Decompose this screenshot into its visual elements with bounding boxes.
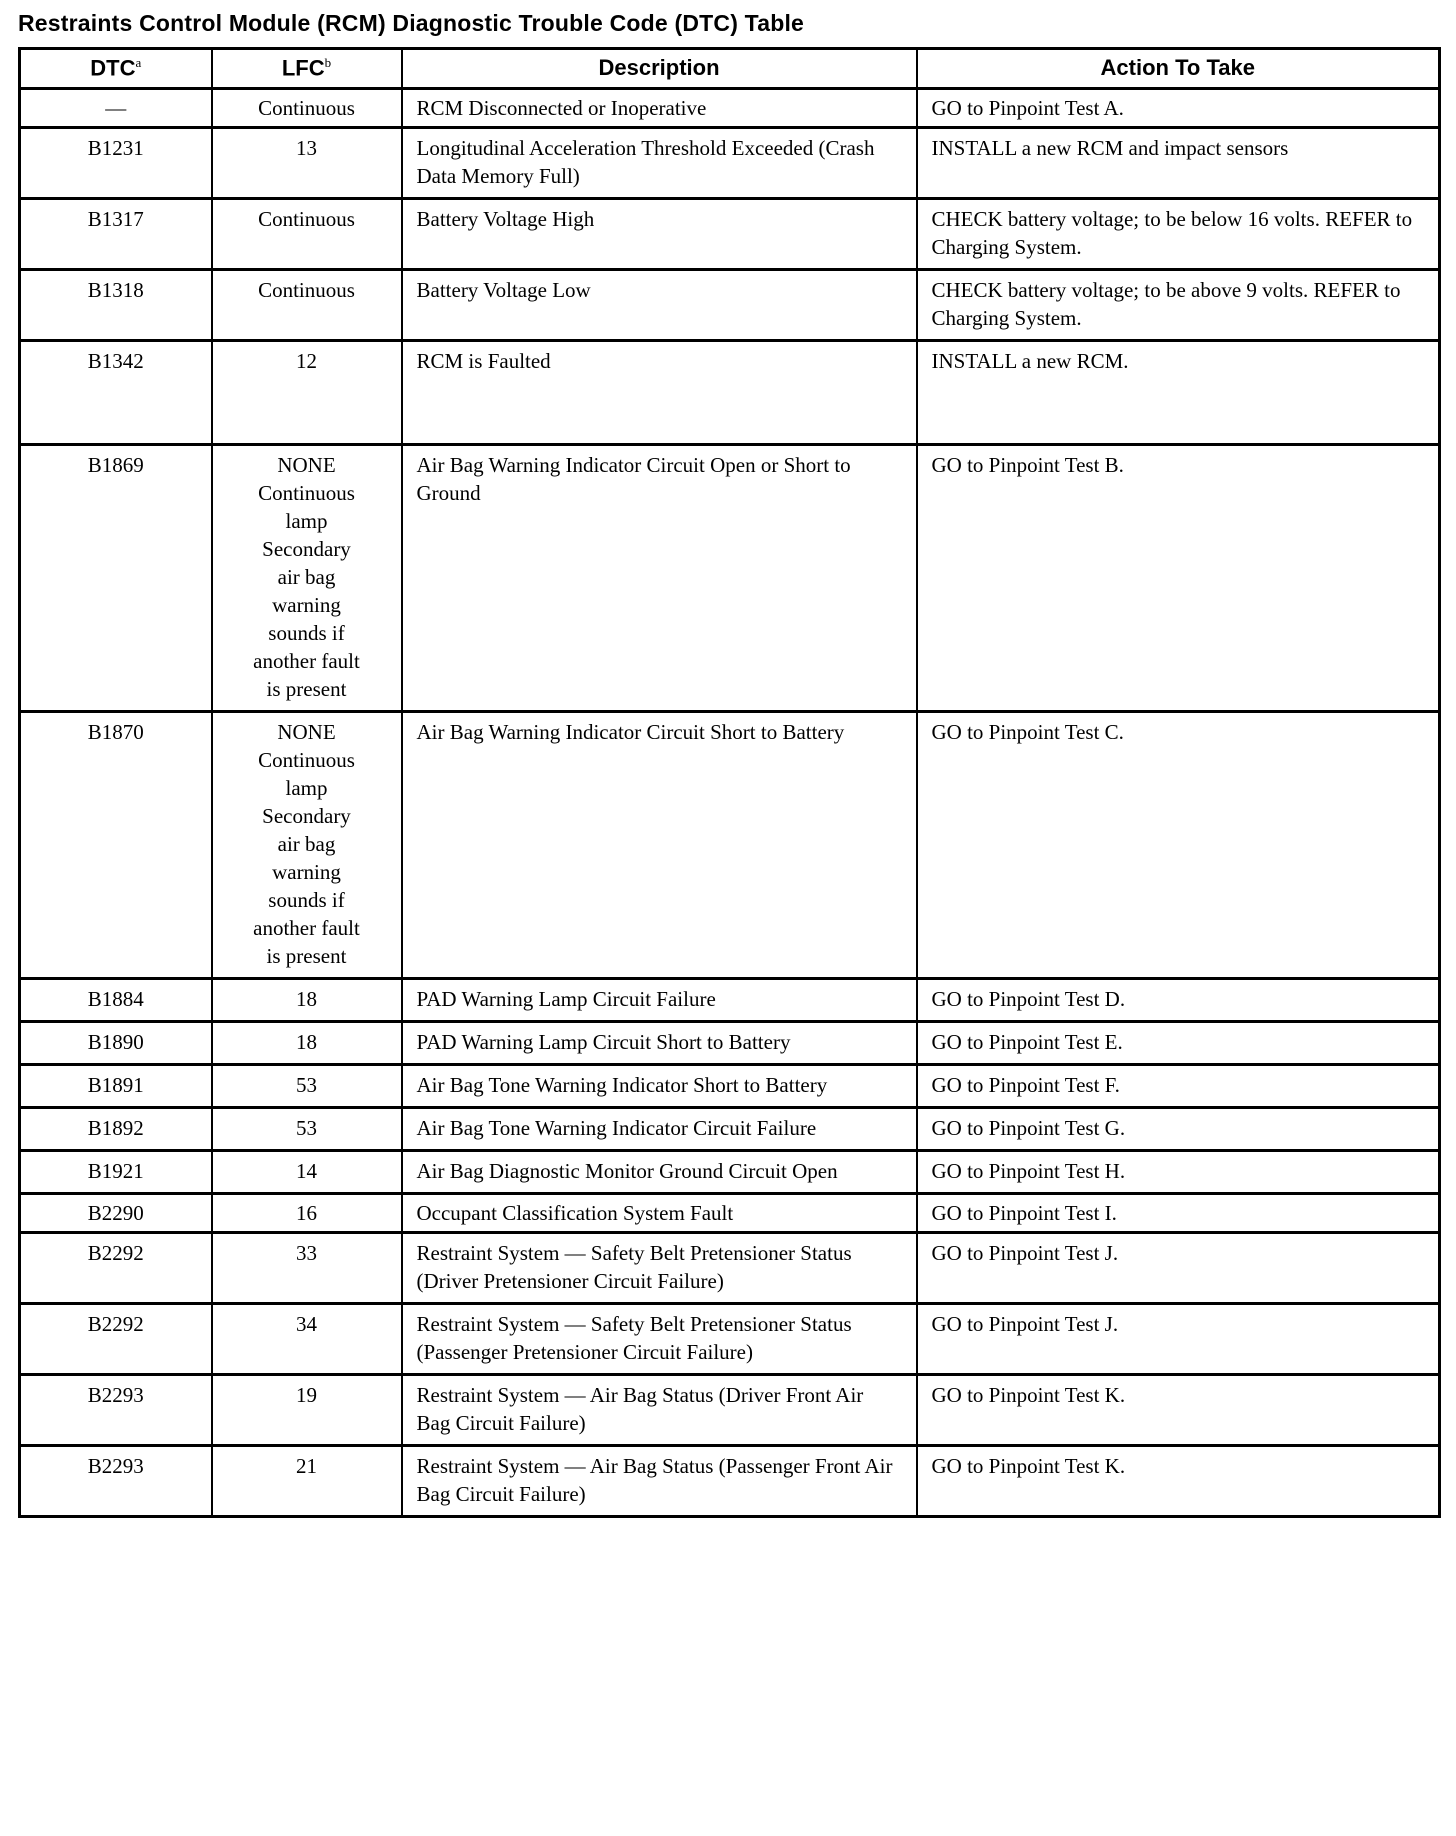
cell-lfc: NONE Continuous lamp Secondary air bag warning sounds if another fault is present xyxy=(212,712,402,979)
cell-action: CHECK battery voltage; to be below 16 volts. REFER to Charging System. xyxy=(917,199,1440,270)
cell-lfc: Continuous xyxy=(212,199,402,270)
cell-description: RCM Disconnected or Inoperative xyxy=(402,89,917,128)
cell-action: GO to Pinpoint Test I. xyxy=(917,1194,1440,1233)
cell-dtc: B1231 xyxy=(20,128,212,199)
cell-description: RCM is Faulted xyxy=(402,341,917,445)
cell-description: Battery Voltage High xyxy=(402,199,917,270)
cell-action: GO to Pinpoint Test J. xyxy=(917,1304,1440,1375)
table-row xyxy=(20,89,1440,128)
cell-lfc: 14 xyxy=(212,1151,402,1194)
cell-dtc: B1318 xyxy=(20,270,212,341)
cell-lfc: 13 xyxy=(212,128,402,199)
table-row xyxy=(20,270,1440,341)
table-row xyxy=(20,1446,1440,1517)
table-row xyxy=(20,1108,1440,1151)
cell-action: GO to Pinpoint Test F. xyxy=(917,1065,1440,1108)
cell-description: Occupant Classification System Fault xyxy=(402,1194,917,1233)
cell-action: GO to Pinpoint Test K. xyxy=(917,1446,1440,1517)
table-row xyxy=(20,1065,1440,1108)
cell-action: CHECK battery voltage; to be above 9 volts. REFER to Charging System. xyxy=(917,270,1440,341)
cell-lfc: 21 xyxy=(212,1446,402,1517)
cell-action: GO to Pinpoint Test B. xyxy=(917,445,1440,712)
cell-lfc: 16 xyxy=(212,1194,402,1233)
table-row xyxy=(20,1233,1440,1304)
cell-dtc: B1317 xyxy=(20,199,212,270)
column-header-dtc-label: DTC xyxy=(90,55,136,81)
cell-lfc: 53 xyxy=(212,1108,402,1151)
cell-description: Restraint System — Air Bag Status (Driver Front Air Bag Circuit Failure) xyxy=(402,1375,917,1446)
cell-action: GO to Pinpoint Test C. xyxy=(917,712,1440,979)
cell-dtc: B1342 xyxy=(20,341,212,445)
cell-lfc: 19 xyxy=(212,1375,402,1446)
cell-description: Restraint System — Safety Belt Pretensioner Status (Passenger Pretensioner Circuit Failure) xyxy=(402,1304,917,1375)
cell-lfc: 33 xyxy=(212,1233,402,1304)
cell-description: Air Bag Tone Warning Indicator Circuit Failure xyxy=(402,1108,917,1151)
cell-action: GO to Pinpoint Test G. xyxy=(917,1108,1440,1151)
table-row xyxy=(20,445,1440,712)
table-row xyxy=(20,1304,1440,1375)
cell-dtc: B2290 xyxy=(20,1194,212,1233)
column-header-lfc xyxy=(212,49,402,89)
cell-action: GO to Pinpoint Test K. xyxy=(917,1375,1440,1446)
cell-action: INSTALL a new RCM and impact sensors xyxy=(917,128,1440,199)
cell-dtc: B1890 xyxy=(20,1022,212,1065)
cell-dtc: B2293 xyxy=(20,1446,212,1517)
cell-action: GO to Pinpoint Test A. xyxy=(917,89,1440,128)
table-row xyxy=(20,199,1440,270)
cell-description: Air Bag Warning Indicator Circuit Short to Battery xyxy=(402,712,917,979)
cell-lfc: 53 xyxy=(212,1065,402,1108)
cell-dtc: B1884 xyxy=(20,979,212,1022)
cell-dtc: B1892 xyxy=(20,1108,212,1151)
column-header-lfc-footnote: b xyxy=(324,55,332,70)
column-header-dtc-footnote: a xyxy=(135,55,142,70)
table-row xyxy=(20,712,1440,979)
table-row xyxy=(20,128,1440,199)
table-row xyxy=(20,979,1440,1022)
table-row xyxy=(20,1375,1440,1446)
column-header-description-label: Description xyxy=(598,55,720,80)
table-row xyxy=(20,341,1440,445)
table-header-row xyxy=(20,49,1440,89)
cell-action: GO to Pinpoint Test H. xyxy=(917,1151,1440,1194)
cell-dtc: B1921 xyxy=(20,1151,212,1194)
cell-description: Air Bag Warning Indicator Circuit Open or Short to Ground xyxy=(402,445,917,712)
table-row xyxy=(20,1194,1440,1233)
cell-action: GO to Pinpoint Test E. xyxy=(917,1022,1440,1065)
cell-dtc: B1870 xyxy=(20,712,212,979)
table-row xyxy=(20,1151,1440,1194)
cell-description: Restraint System — Safety Belt Pretensioner Status (Driver Pretensioner Circuit Failure) xyxy=(402,1233,917,1304)
cell-description: Longitudinal Acceleration Threshold Exceeded (Crash Data Memory Full) xyxy=(402,128,917,199)
cell-lfc: 34 xyxy=(212,1304,402,1375)
cell-lfc: Continuous xyxy=(212,270,402,341)
cell-description: Restraint System — Air Bag Status (Passenger Front Air Bag Circuit Failure) xyxy=(402,1446,917,1517)
column-header-action-label: Action To Take xyxy=(1100,55,1255,80)
cell-action: GO to Pinpoint Test J. xyxy=(917,1233,1440,1304)
cell-dtc: B1869 xyxy=(20,445,212,712)
cell-dtc: B2292 xyxy=(20,1233,212,1304)
dtc-table xyxy=(18,47,1441,1518)
cell-action: GO to Pinpoint Test D. xyxy=(917,979,1440,1022)
cell-lfc: 18 xyxy=(212,1022,402,1065)
cell-action: INSTALL a new RCM. xyxy=(917,341,1440,445)
column-header-action xyxy=(917,49,1440,89)
cell-dtc: B2293 xyxy=(20,1375,212,1446)
cell-description: Battery Voltage Low xyxy=(402,270,917,341)
column-header-lfc-label: LFC xyxy=(281,55,325,81)
cell-description: Air Bag Diagnostic Monitor Ground Circuit Open xyxy=(402,1151,917,1194)
cell-description: PAD Warning Lamp Circuit Failure xyxy=(402,979,917,1022)
cell-lfc: Continuous xyxy=(212,89,402,128)
cell-description: PAD Warning Lamp Circuit Short to Battery xyxy=(402,1022,917,1065)
cell-lfc: NONE Continuous lamp Secondary air bag warning sounds if another fault is present xyxy=(212,445,402,712)
cell-dtc: B2292 xyxy=(20,1304,212,1375)
column-header-description xyxy=(402,49,917,89)
cell-lfc: 18 xyxy=(212,979,402,1022)
table-row xyxy=(20,1022,1440,1065)
cell-dtc: — xyxy=(20,89,212,128)
cell-dtc: B1891 xyxy=(20,1065,212,1108)
cell-lfc: 12 xyxy=(212,341,402,445)
cell-description: Air Bag Tone Warning Indicator Short to Battery xyxy=(402,1065,917,1108)
column-header-dtc xyxy=(20,49,212,89)
page-title: Restraints Control Module (RCM) Diagnostic Trouble Code (DTC) Table xyxy=(18,10,805,36)
